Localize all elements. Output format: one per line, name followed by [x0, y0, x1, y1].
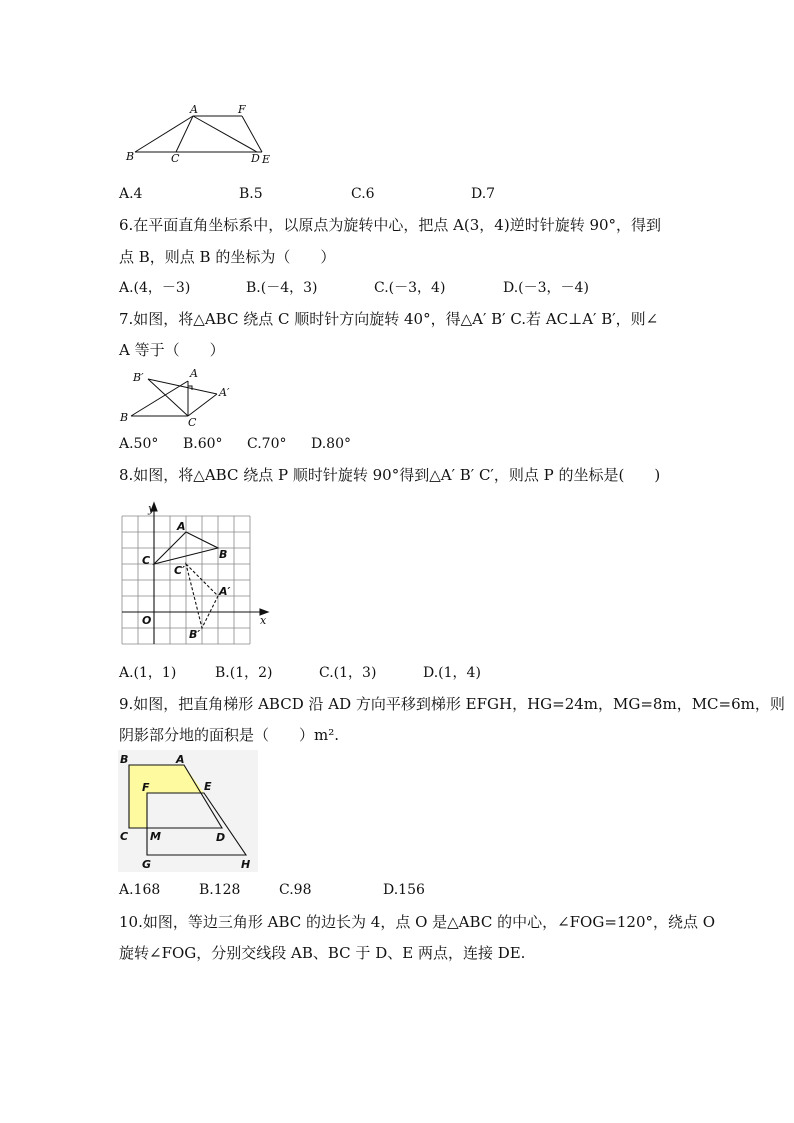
q7-question-line2: A 等于（ ）: [119, 341, 225, 359]
q7-label-a: A: [190, 367, 198, 380]
q5-option-a: A.4: [119, 186, 143, 202]
q9-question-line2: 阴影部分地的面积是（ ）m².: [119, 726, 340, 744]
q7-figure: [118, 364, 248, 428]
q7-option-a: A.50°: [119, 436, 159, 452]
q7-label-bprime: B′: [133, 371, 144, 384]
q10-question-line2: 旋转∠FOG，分别交线段 AB、BC 于 D、E 两点，连接 DE.: [119, 944, 526, 962]
q5-label-c: C: [171, 152, 180, 165]
q9-label-m: M: [150, 830, 161, 843]
q6-option-d: D.(－3，－4): [503, 280, 589, 296]
q8-label-a: A: [177, 520, 186, 533]
q10-question-line1: 10.如图，等边三角形 ABC 的边长为 4，点 O 是△ABC 的中心，∠FOG=120°，绕点 O: [119, 913, 716, 931]
q9-option-b: B.128: [199, 882, 241, 898]
q8-option-a: A.(1，1): [119, 665, 177, 681]
q8-option-b: B.(1，2): [215, 665, 273, 681]
q5-option-b: B.5: [239, 186, 263, 202]
q5-label-d: D: [251, 152, 260, 165]
q7-option-d: D.80°: [311, 436, 351, 452]
q9-label-e: E: [204, 780, 212, 793]
q9-question-line1: 9.如图，把直角梯形 ABCD 沿 AD 方向平移到梯形 EFGH，HG=24m，MG=8m，MC=6m，则: [119, 695, 785, 713]
q8-label-o: O: [142, 614, 152, 627]
q9-label-c: C: [120, 830, 129, 843]
q7-label-aprime: A′: [219, 386, 230, 399]
q7-option-c: C.70°: [247, 436, 287, 452]
q8-label-cprime: C′: [174, 564, 185, 577]
q8-option-c: C.(1，3): [319, 665, 377, 681]
q5-label-b: B: [126, 150, 135, 163]
q6-option-c: C.(－3，4): [374, 280, 446, 296]
q5-figure: [118, 100, 288, 168]
q9-label-g: G: [142, 858, 152, 871]
q7-label-c: C: [188, 416, 197, 428]
q8-figure: [118, 500, 278, 650]
q5-option-c: C.6: [351, 186, 375, 202]
q8-label-b: B: [219, 548, 228, 561]
q6-question-line1: 6.在平面直角坐标系中，以原点为旋转中心，把点 A(3，4)逆时针旋转 90°，得到: [119, 216, 662, 234]
q9-figure: [118, 750, 258, 872]
q6-option-a: A.(4，－3): [119, 280, 191, 296]
q9-label-d: D: [216, 831, 226, 844]
q8-label-x: x: [260, 614, 267, 627]
q9-label-f: F: [142, 781, 150, 794]
q8-label-aprime: A′: [219, 585, 231, 598]
q5-label-a: A: [190, 103, 198, 116]
q8-label-bprime: B′: [189, 628, 201, 641]
q5-label-f: F: [238, 103, 246, 116]
q6-question-line2: 点 B，则点 B 的坐标为（ ）: [119, 248, 336, 266]
q9-option-c: C.98: [279, 882, 312, 898]
q9-label-h: H: [241, 858, 251, 871]
q8-label-c: C: [142, 554, 151, 567]
q7-label-b: B: [120, 411, 129, 424]
q9-label-a: A: [176, 753, 185, 766]
q7-option-b: B.60°: [183, 436, 223, 452]
q9-option-d: D.156: [383, 882, 425, 898]
q6-option-b: B.(－4，3): [246, 280, 318, 296]
q7-question-line1: 7.如图，将△ABC 绕点 C 顺时针方向旋转 40°，得△A′ B′ C.若 AC⊥A′ B′，则∠: [119, 310, 659, 328]
q5-option-d: D.7: [471, 186, 496, 202]
q8-label-y: y: [148, 502, 155, 515]
q9-label-b: B: [120, 753, 129, 766]
q8-option-d: D.(1，4): [423, 665, 481, 681]
q5-label-e: E: [262, 153, 271, 166]
q9-option-a: A.168: [119, 882, 161, 898]
q8-question-line1: 8.如图，将△ABC 绕点 P 顺时针旋转 90°得到△A′ B′ C′，则点 P 的坐标是( ): [119, 466, 661, 484]
